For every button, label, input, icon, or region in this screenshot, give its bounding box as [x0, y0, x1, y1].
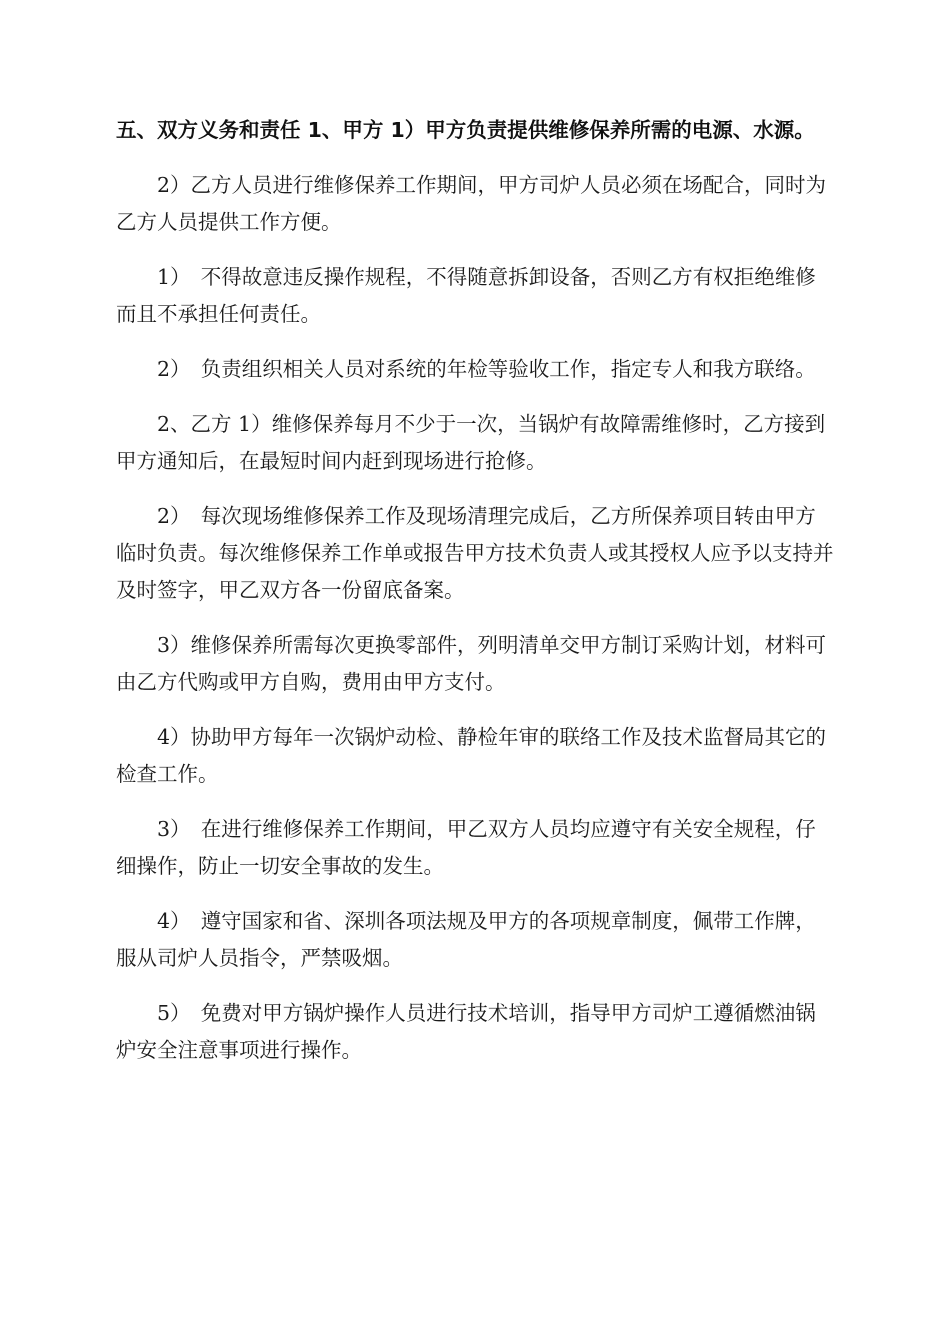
party-b-clause-2: 2） 每次现场维修保养工作及现场清理完成后，乙方所保养项目转由甲方临时负责。每次维修保养工作单或报告甲方技术负责人或其授权人应予以支持并及时签字，甲乙双方各一份留底备案。: [116, 504, 834, 602]
party-a-clause-2: 2）乙方人员进行维修保养工作期间，甲方司炉人员必须在场配合，同时为乙方人员提供工作方便。: [116, 173, 827, 234]
party-b-clause-5: 3） 在进行维修保养工作期间，甲乙双方人员均应遵守有关安全规程，仔细操作，防止一切安全事故的发生。: [116, 817, 816, 878]
party-b-clause-7: 5） 免费对甲方锅炉操作人员进行技术培训，指导甲方司炉工遵循燃油锅炉安全注意事项进行操作。: [116, 1001, 816, 1062]
section-heading-paragraph: 五、双方义务和责任 1、甲方 1）甲方负责提供维修保养所需的电源、水源。: [116, 118, 815, 142]
party-b-clause-3: 3）维修保养所需每次更换零部件，列明清单交甲方制订采购计划，材料可由乙方代购或甲方自购，费用由甲方支付。: [116, 633, 827, 694]
party-a-clause-4: 2） 负责组织相关人员对系统的年检等验收工作，指定专人和我方联络。: [157, 357, 816, 381]
party-b-clause-1: 2、乙方 1）维修保养每月不少于一次，当锅炉有故障需维修时，乙方接到甲方通知后，在最短时间内赶到现场进行抢修。: [116, 412, 826, 473]
document-body: [116, 112, 836, 1087]
party-a-clause-3: 1） 不得故意违反操作规程，不得随意拆卸设备，否则乙方有权拒绝维修而且不承担任何责任。: [116, 265, 816, 326]
party-b-clause-6: 4） 遵守国家和省、深圳各项法规及甲方的各项规章制度，佩带工作牌，服从司炉人员指令，严禁吸烟。: [116, 909, 816, 970]
party-b-clause-4: 4）协助甲方每年一次锅炉动检、静检年审的联络工作及技术监督局其它的检查工作。: [116, 725, 827, 786]
